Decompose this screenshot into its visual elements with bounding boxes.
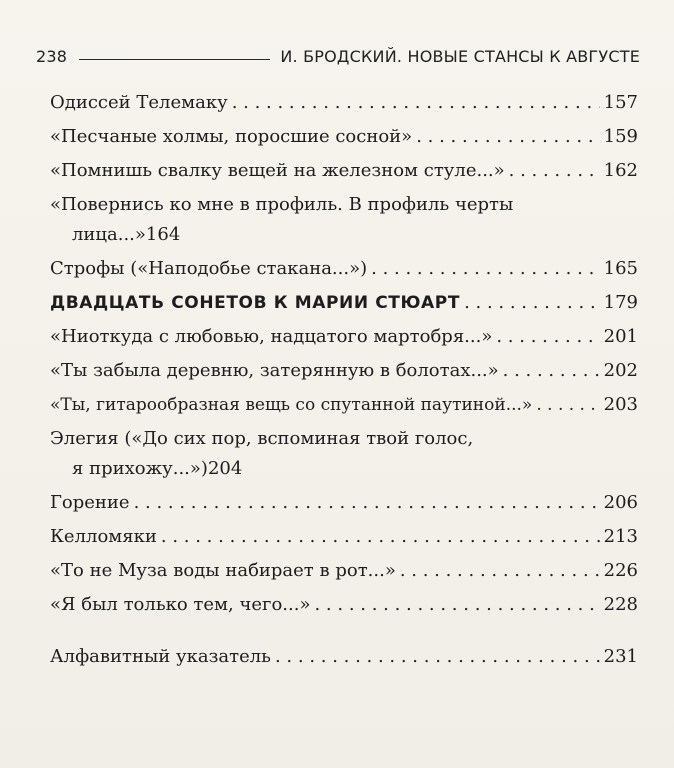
toc-entry-title: «Повернись ко мне в профиль. В профиль черты [50,194,514,215]
running-header [36,40,640,66]
toc-entry [50,122,638,152]
toc-entry-title: Одиссей Телемаку [50,92,228,113]
toc-entry-title: «Помнишь свалку вещей на железном стуле...» [50,160,505,181]
toc-entry-title: Горение [50,492,130,513]
toc-entry-title: Алфавитный указатель [50,646,271,667]
toc-entry-title: Элегия («До сих пор, вспоминая твой голос, [50,428,474,449]
toc-leader-dots [157,522,600,552]
toc-entry-page: 157 [603,92,638,113]
toc-entry [50,88,638,118]
toc-entry [50,190,638,250]
toc-leader-dots [492,322,599,352]
toc-entry-page: 226 [603,560,638,581]
toc-entry-title: Строфы («Наподобье стакана...») [50,258,368,279]
toc-entry [50,522,638,552]
running-title: И. БРОДСКИЙ. НОВЫЕ СТАНСЫ К АВГУСТЕ [280,47,640,66]
toc-entry [50,642,638,672]
toc-entry-page: 204 [207,458,243,479]
toc-entry-page: 213 [603,526,638,547]
toc-entry-page: 179 [603,292,638,313]
toc-entry [50,254,638,284]
toc-leader-dots [396,556,600,586]
toc-leader-dots [310,590,599,620]
toc-entry-continuation [50,454,638,484]
toc-section-entry [50,288,638,318]
toc-entry-title: Келломяки [50,526,157,547]
toc-entry-page: 203 [603,394,638,415]
toc-leader-dots [130,488,600,518]
toc-entry-page: 201 [603,326,638,347]
toc-entry-page: 231 [603,646,638,667]
toc-entry-title: «Песчаные холмы, поросшие сосной» [50,126,413,147]
toc-entry [50,556,638,586]
toc-leader-dots [228,88,600,118]
toc-entry-title-cont: лица...» [72,224,146,245]
toc-entry-title: «Ты, гитарообразная вещь со спутанной паутиной...» [50,395,533,415]
toc-section-title: ДВАДЦАТЬ СОНЕТОВ К МАРИИ СТЮАРТ [50,293,461,313]
toc-leader-dots [505,156,600,186]
toc-entry-page: 228 [603,594,638,615]
toc-entry [50,322,638,352]
toc-entry-title: «То не Муза воды набирает в рот...» [50,560,396,581]
section-spacer [50,624,638,642]
toc-entry-page: 206 [603,492,638,513]
table-of-contents [50,88,638,676]
toc-entry [50,590,638,620]
header-rule [79,59,270,60]
toc-entry [50,356,638,386]
toc-entry [50,156,638,186]
toc-entry [50,488,638,518]
toc-entry-page: 162 [603,160,638,181]
toc-entry [50,424,638,484]
toc-entry-title-cont: я прихожу...») [72,458,208,479]
page-number: 238 [36,47,68,66]
toc-entry-page: 202 [603,360,638,381]
toc-entry-page: 165 [603,258,638,279]
toc-entry-continuation [50,220,638,250]
toc-leader-dots [271,642,600,672]
toc-entry [50,390,638,420]
toc-entry-title: «Ниоткуда с любовью, надцатого мартобря...» [50,326,493,347]
toc-leader-dots [367,254,600,284]
toc-entry-page: 159 [603,126,638,147]
toc-entry-page: 164 [145,224,181,245]
toc-leader-dots [532,390,599,420]
toc-leader-dots [412,122,599,152]
toc-entry-title: «Я был только тем, чего...» [50,594,311,615]
toc-leader-dots [460,288,600,318]
toc-entry-title: «Ты забыла деревню, затерянную в болотах...» [50,360,499,381]
toc-leader-dots [499,356,600,386]
